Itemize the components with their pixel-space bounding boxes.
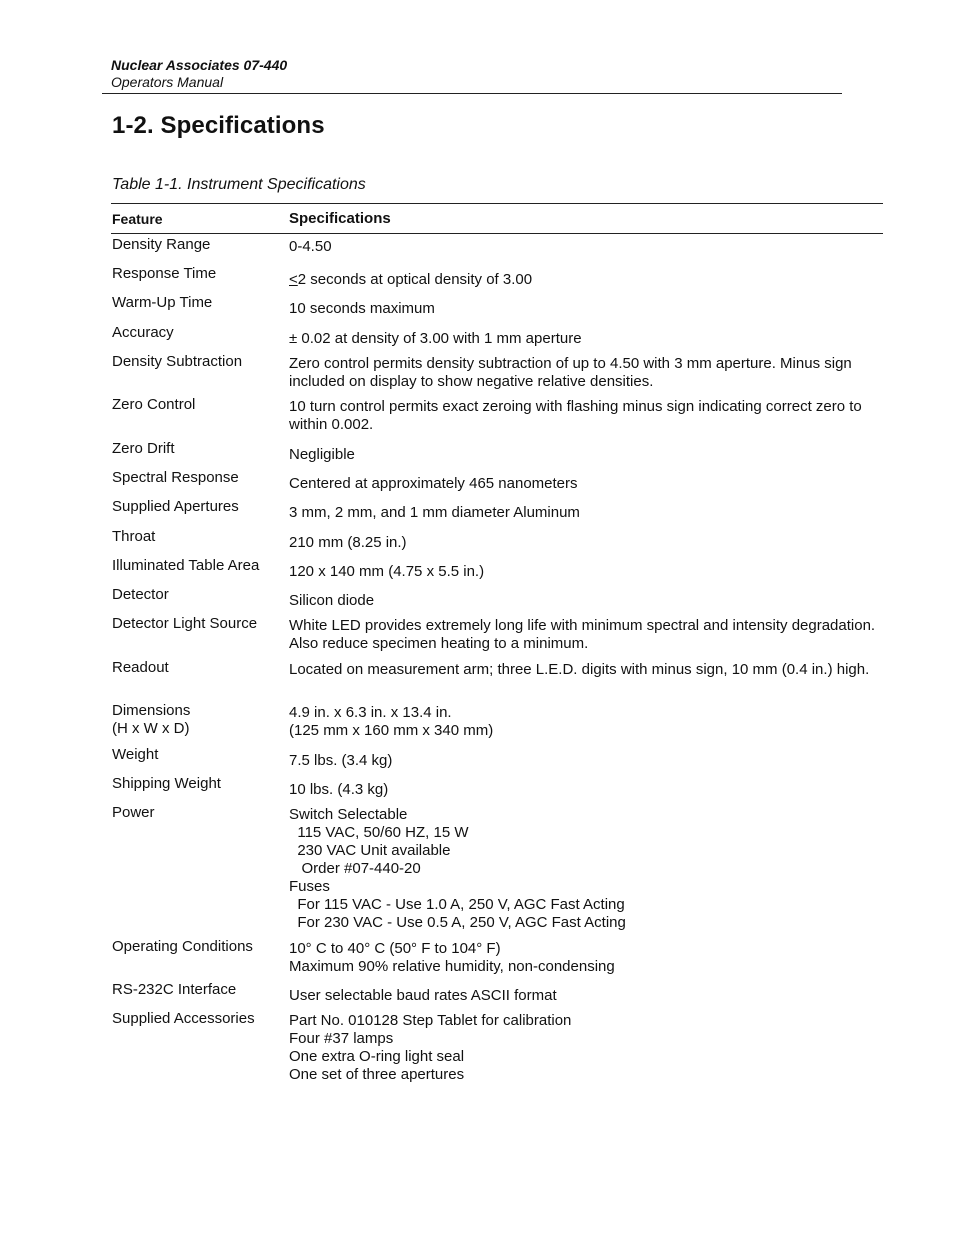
specification-cell: [289, 330, 883, 348]
feature-cell: [111, 804, 289, 932]
table-row: [111, 1010, 883, 1084]
specification-text: Part No. 010128 Step Tablet for calibration: [289, 1012, 572, 1029]
feature-text: Detector Light Source: [112, 615, 258, 632]
specification-cell: [289, 617, 883, 653]
feature-text: Warm-Up Time: [112, 294, 213, 311]
table-row: [111, 615, 883, 653]
specification-cell: [289, 1012, 883, 1084]
feature-cell: [111, 265, 289, 289]
specification-cell: [289, 661, 883, 679]
feature-cell: [111, 353, 289, 391]
specification-cell: [289, 752, 883, 770]
specification-text: 10 seconds maximum: [289, 300, 435, 317]
specification-text: Located on measurement arm; three L.E.D. digits with minus sign, 10 mm (0.4 in.) high.: [289, 661, 870, 678]
table-row: [111, 981, 883, 1005]
specification-cell: [289, 355, 883, 391]
feature-text: Zero Drift: [112, 440, 175, 457]
specification-text: 4.9 in. x 6.3 in. x 13.4 in.: [289, 704, 452, 721]
specification-text: One extra O-ring light seal: [289, 1048, 465, 1065]
specification-text: White LED provides extremely long life with minimum spectral and intensity degradation. Also reduce specimen heating to a minimum.: [289, 617, 876, 652]
feature-cell: [111, 236, 289, 256]
specification-text: Zero control permits density subtraction of up to 4.50 with 3 mm aperture. Minus sign included on display to show negative relative densities.: [289, 355, 852, 390]
specifications-table: [111, 203, 883, 1083]
specification-text: Order #07-440-20: [289, 860, 421, 877]
feature-cell: [111, 294, 289, 318]
header-rule: [102, 93, 842, 94]
table-row: [111, 702, 883, 740]
header-feature: Feature: [112, 210, 163, 227]
specification-text: For 230 VAC - Use 0.5 A, 250 V, AGC Fast Acting: [289, 914, 626, 931]
table-header: [111, 203, 883, 234]
table-row: [111, 236, 883, 256]
feature-cell: [111, 528, 289, 552]
feature-text: Response Time: [112, 265, 217, 282]
feature-text: (H x W x D): [112, 720, 190, 737]
feature-cell: [111, 440, 289, 464]
specification-cell: [289, 446, 883, 464]
feature-text: Density Subtraction: [112, 353, 243, 370]
feature-cell: [111, 498, 289, 522]
feature-text: Accuracy: [112, 324, 174, 341]
feature-cell: [111, 615, 289, 653]
feature-text: Supplied Accessories: [112, 1010, 255, 1027]
feature-cell: [111, 1010, 289, 1084]
specification-text: 120 x 140 mm (4.75 x 5.5 in.): [289, 563, 485, 580]
specification-text: ± 0.02 at density of 3.00 with 1 mm aperture: [289, 330, 582, 347]
specification-cell: [289, 781, 883, 799]
specification-text: 10° C to 40° C (50° F to 104° F): [289, 940, 501, 957]
specification-text: Silicon diode: [289, 592, 375, 609]
header-specifications: Specifications: [289, 210, 391, 227]
feature-cell: [111, 659, 289, 679]
feature-text: Shipping Weight: [112, 775, 221, 792]
feature-text: Operating Conditions: [112, 938, 253, 955]
table-row: [111, 396, 883, 434]
specification-text: Switch Selectable: [289, 806, 408, 823]
specification-text: One set of three apertures: [289, 1066, 465, 1083]
table-row: [111, 498, 883, 522]
feature-text: RS-232C Interface: [112, 981, 237, 998]
running-header: [111, 57, 842, 91]
table-row: [111, 528, 883, 552]
feature-text: Throat: [112, 528, 156, 545]
specification-text: User selectable baud rates ASCII format: [289, 987, 557, 1004]
feature-text: Readout: [112, 659, 169, 676]
specification-text: Centered at approximately 465 nanometers: [289, 475, 578, 492]
feature-cell: [111, 775, 289, 799]
table-row: [111, 557, 883, 581]
table-row: [111, 353, 883, 391]
specification-text: Negligible: [289, 446, 355, 463]
specification-text: Maximum 90% relative humidity, non-condensing: [289, 958, 615, 975]
specification-text: 7.5 lbs. (3.4 kg): [289, 752, 393, 769]
specification-text: 230 VAC Unit available: [289, 842, 451, 859]
specification-cell: [289, 704, 883, 740]
specification-text: <2 seconds at optical density of 3.00: [289, 271, 533, 288]
feature-text: Power: [112, 804, 155, 821]
table-row: [111, 324, 883, 348]
specification-text: 115 VAC, 50/60 HZ, 15 W: [289, 824, 469, 841]
specification-cell: [289, 398, 883, 434]
specification-cell: [289, 534, 883, 552]
feature-cell: [111, 557, 289, 581]
specification-cell: [289, 475, 883, 493]
specification-text: For 115 VAC - Use 1.0 A, 250 V, AGC Fast Acting: [289, 896, 625, 913]
specification-cell: [289, 940, 883, 976]
feature-cell: [111, 938, 289, 976]
feature-cell: [111, 702, 289, 740]
table-row: [111, 294, 883, 318]
table-caption: Table 1-1. Instrument Specifications: [112, 176, 366, 193]
feature-cell: [111, 586, 289, 610]
feature-cell: [111, 469, 289, 493]
feature-text: Illuminated Table Area: [112, 557, 260, 574]
table-row: [111, 440, 883, 464]
feature-cell: [111, 981, 289, 1005]
feature-text: Detector: [112, 586, 169, 603]
feature-cell: [111, 746, 289, 770]
table-row: [111, 586, 883, 610]
specification-text: 210 mm (8.25 in.): [289, 534, 407, 551]
specification-text: 10 lbs. (4.3 kg): [289, 781, 389, 798]
feature-cell: [111, 324, 289, 348]
section-title: 1-2. Specifications: [112, 112, 325, 139]
header-product: Nuclear Associates 07-440: [111, 57, 288, 73]
specification-text: 10 turn control permits exact zeroing with flashing minus sign indicating correct zero to within 0.002.: [289, 398, 862, 433]
feature-text: Density Range: [112, 236, 211, 253]
specification-cell: [289, 563, 883, 581]
feature-text: Zero Control: [112, 396, 196, 413]
specification-cell: [289, 806, 883, 932]
table-row: [111, 265, 883, 289]
specification-cell: [289, 592, 883, 610]
specification-text: 3 mm, 2 mm, and 1 mm diameter Aluminum: [289, 504, 580, 521]
feature-cell: [111, 396, 289, 434]
specification-text: (125 mm x 160 mm x 340 mm): [289, 722, 494, 739]
specification-cell: [289, 271, 883, 289]
table-row: [111, 775, 883, 799]
specification-text: Fuses: [289, 878, 330, 895]
specification-text: 0-4.50: [289, 238, 332, 255]
specification-cell: [289, 987, 883, 1005]
feature-text: Spectral Response: [112, 469, 239, 486]
table-row: [111, 804, 883, 932]
feature-text: Supplied Apertures: [112, 498, 239, 515]
table-row: [111, 938, 883, 976]
table-row: [111, 469, 883, 493]
feature-text: Dimensions: [112, 702, 191, 719]
specification-cell: [289, 238, 883, 256]
feature-text: Weight: [112, 746, 159, 763]
table-row: [111, 659, 883, 679]
header-document: Operators Manual: [111, 74, 224, 90]
specification-text: Four #37 lamps: [289, 1030, 394, 1047]
table-row: [111, 746, 883, 770]
specification-cell: [289, 504, 883, 522]
specification-cell: [289, 300, 883, 318]
